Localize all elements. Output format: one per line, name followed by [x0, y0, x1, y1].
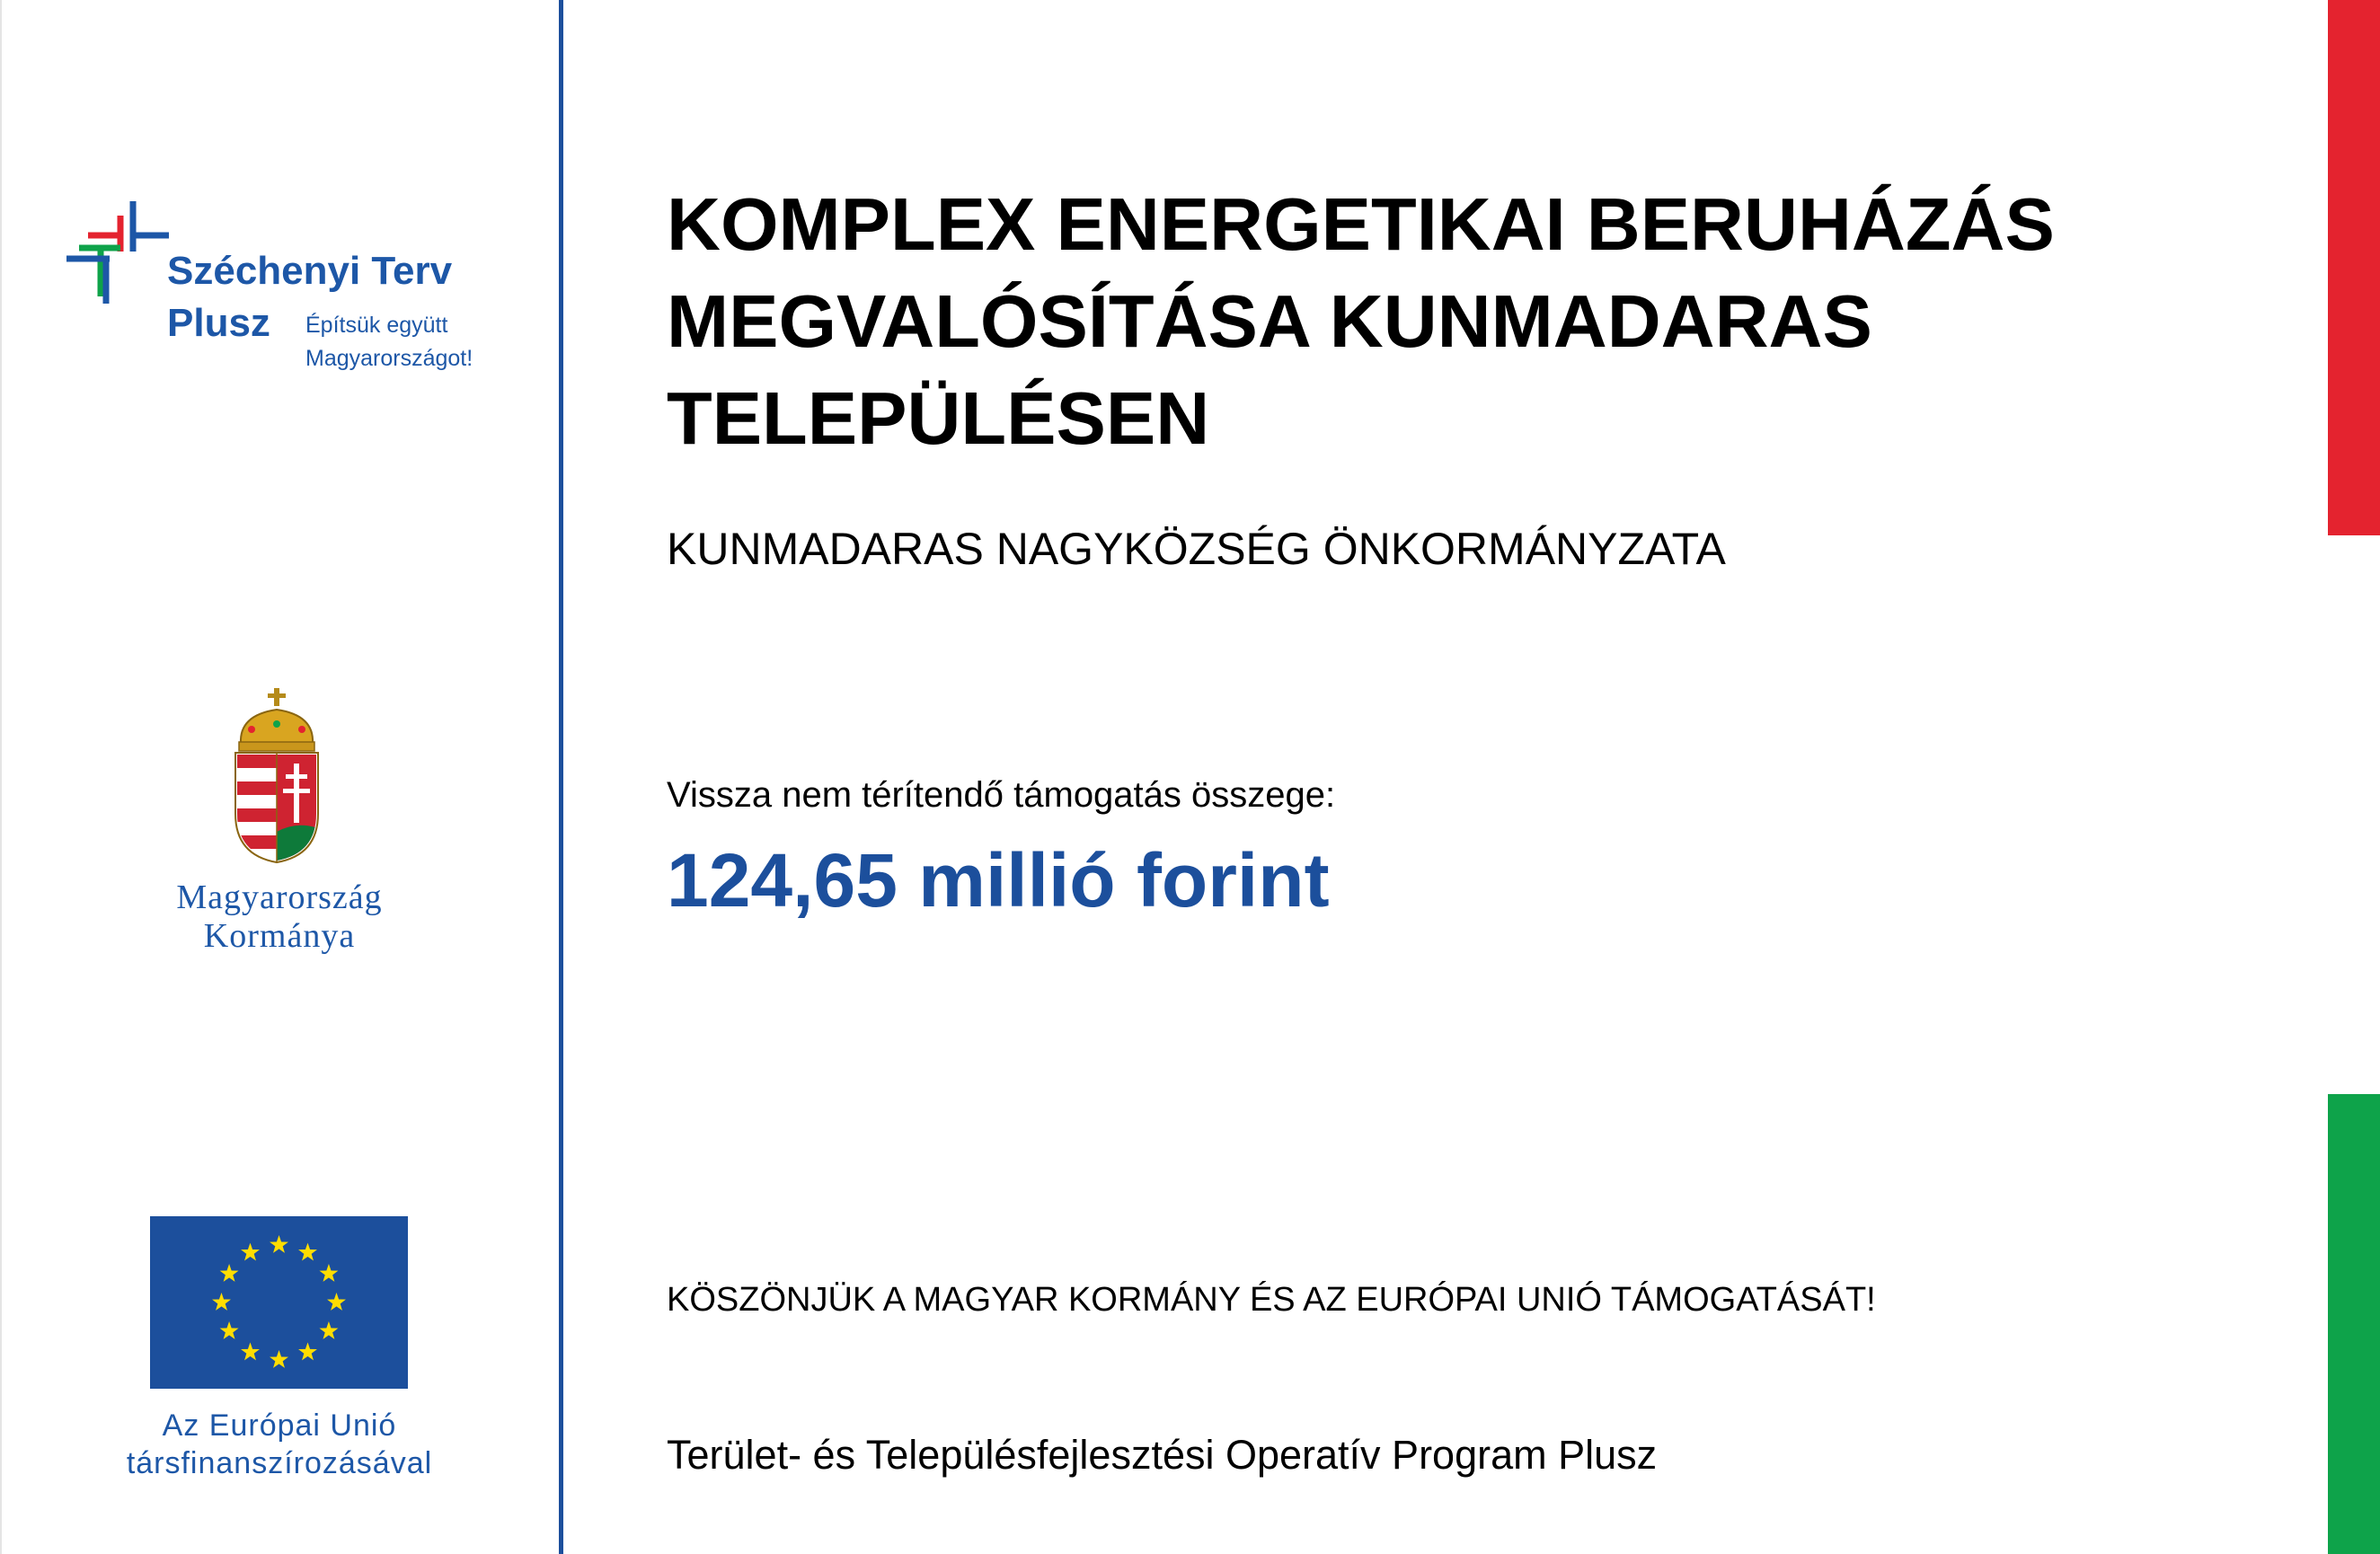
eu-cofinancing-line2: társfinanszírozásával	[126, 1446, 433, 1480]
flag-stripe-green	[2328, 1094, 2380, 1554]
government-name-line2: Kormánya	[203, 917, 356, 955]
eu-cofinancing-line1: Az Európai Unió	[162, 1408, 397, 1443]
column-divider	[559, 0, 563, 1554]
program-name: Terület- és Településfejlesztési Operatív Program Plusz	[667, 1432, 1658, 1478]
thanks-message: KÖSZÖNJÜK A MAGYAR KORMÁNY ÉS AZ EURÓPAI UNIÓ TÁMOGATÁSÁT!	[667, 1281, 1876, 1319]
szechenyi-cross-icon	[65, 199, 173, 307]
szechenyi-slogan-line2: Magyarországot!	[305, 346, 473, 371]
government-name-line1: Magyarország	[176, 879, 383, 916]
szechenyi-slogan-line1: Építsük együtt	[305, 313, 448, 338]
szechenyi-title-plusz: Plusz	[167, 301, 270, 345]
grant-amount-value: 124,65 millió forint	[667, 838, 1330, 923]
eu-flag-icon	[150, 1216, 408, 1389]
flag-stripe-red	[2328, 0, 2380, 535]
hungarian-coat-of-arms-icon	[232, 688, 322, 863]
beneficiary-name: KUNMADARAS NAGYKÖZSÉG ÖNKORMÁNYZATA	[667, 524, 1726, 574]
left-border	[0, 0, 2, 1554]
project-title: KOMPLEX ENERGETIKAI BERUHÁZÁS MEGVALÓSÍTÁSA KUNMADARAS TELEPÜLÉSEN	[667, 182, 2055, 460]
grant-amount-label: Vissza nem térítendő támogatás összege:	[667, 775, 1336, 815]
szechenyi-title: Széchenyi Terv	[167, 249, 453, 293]
